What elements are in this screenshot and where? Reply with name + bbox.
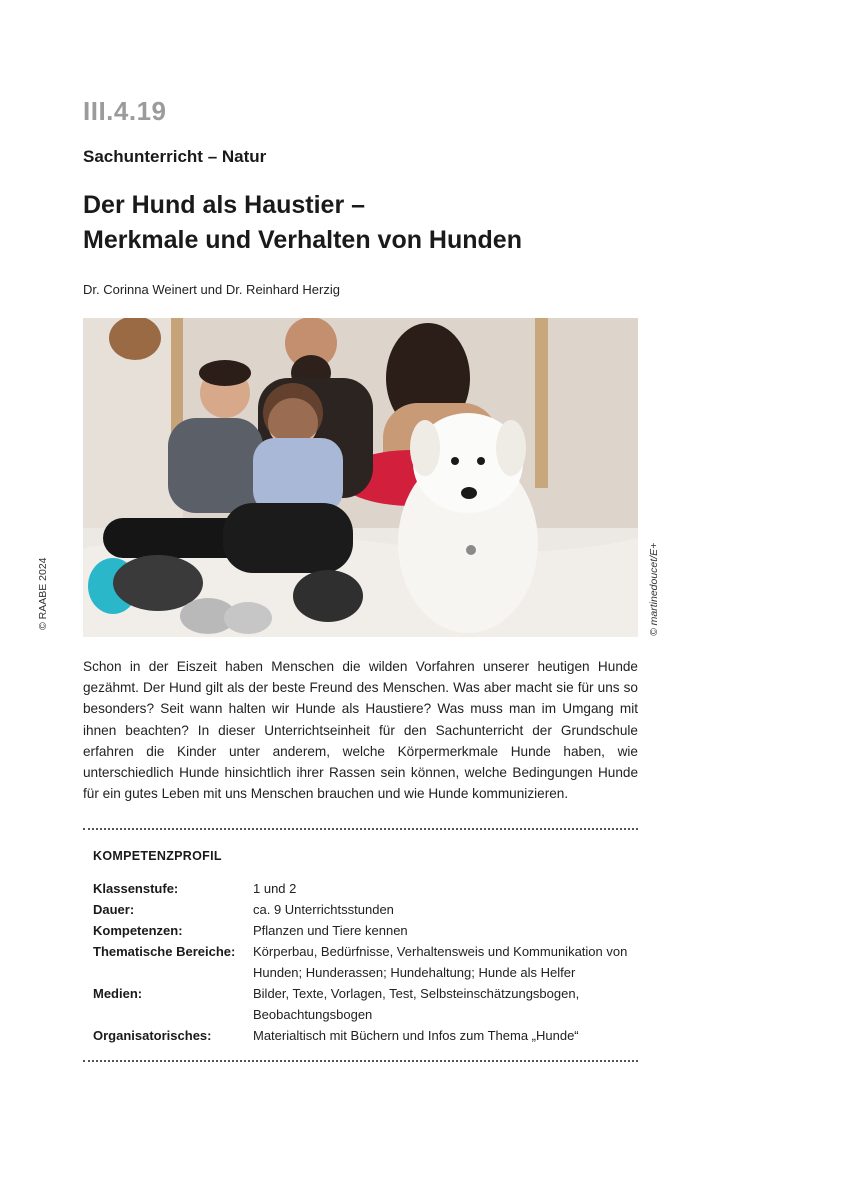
row-label: Dauer:: [93, 902, 135, 917]
table-row: [93, 920, 633, 941]
photo-illustration: [83, 318, 638, 637]
cover-photo-family-with-dog: [83, 318, 638, 637]
unit-code: III.4.19: [83, 96, 167, 126]
row-label: Thematische Bereiche:: [93, 944, 236, 959]
title-line-1: Der Hund als Haustier –: [83, 191, 366, 219]
row-value: ca. 9 Unterrichtsstunden: [253, 902, 394, 917]
competence-profile-heading: KOMPETENZPROFIL: [93, 849, 222, 863]
table-row: [93, 983, 633, 1025]
row-label: Medien:: [93, 986, 143, 1001]
competence-profile-table: [93, 878, 633, 1046]
row-value: 1 und 2: [253, 881, 297, 896]
copyright-note: © RAABE 2024: [37, 557, 49, 630]
subject-line: Sachunterricht – Natur: [83, 147, 267, 166]
title-line-2: Merkmale und Verhalten von Hunden: [83, 226, 522, 254]
row-value: Materialtisch mit Büchern und Infos zum Thema „Hunde“: [253, 1028, 579, 1043]
dotted-divider-top: [83, 828, 638, 830]
row-value: Pflanzen und Tiere kennen: [253, 923, 408, 938]
authors: Dr. Corinna Weinert und Dr. Reinhard Herzig: [83, 282, 340, 297]
row-value: Körperbau, Bedürfnisse, Verhaltensweis und Kommunikation von Hunden; Hunderassen; Hundehaltung; Hunde als Helfer: [253, 944, 628, 980]
row-label: Organisatorisches:: [93, 1028, 212, 1043]
table-row: [93, 878, 633, 899]
table-row: [93, 941, 633, 983]
table-row: [93, 899, 633, 920]
row-label: Kompetenzen:: [93, 923, 183, 938]
table-row: [93, 1025, 633, 1046]
row-label: Klassenstufe:: [93, 881, 179, 896]
row-value: Bilder, Texte, Vorlagen, Test, Selbsteinschätzungsbogen, Beobachtungsbogen: [253, 986, 580, 1022]
intro-paragraph: Schon in der Eiszeit haben Menschen die wilden Vorfahren unserer heutigen Hunde gezähmt. Der Hund gilt als der beste Freund des Menschen. Was aber macht sie für uns so besonders? Seit wann halten wir Hunde als Haustiere? Was muss man im Umgang mit ihnen beachten? In dieser Unterrichtseinheit für den Sachunterricht der Grundschule erfahren die Kinder unter anderem, welche Körpermerkmale Hunde haben, wie unterschiedlich Hunde hinsichtlich ihrer Rassen sein können, welche Bedingungen Hunde für ein gutes Leben mit uns Menschen brauchen und wie Hunde kommunizieren.: [83, 659, 638, 802]
photo-credit: © martinedoucet/E+: [648, 542, 660, 636]
dotted-divider-bottom: [83, 1060, 638, 1062]
page-title: [83, 188, 683, 258]
